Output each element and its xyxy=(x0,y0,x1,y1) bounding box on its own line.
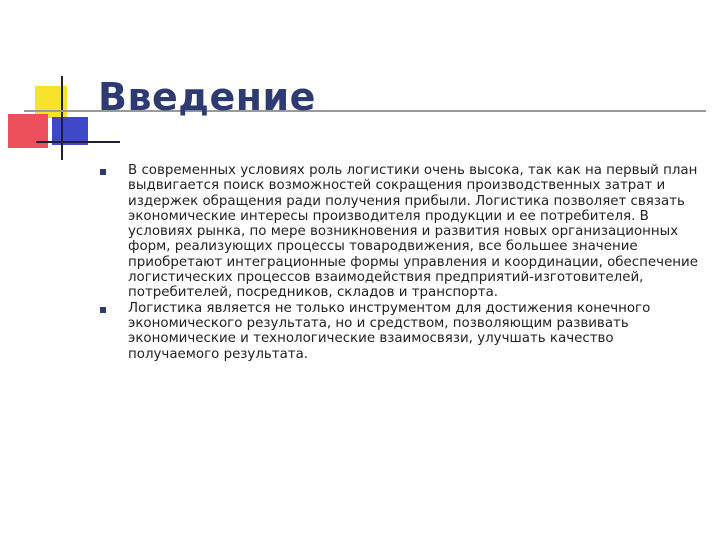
bullet-text: Логистика является не только инструментом для достижения конечного экономического результата, но и средством, позволяющим развивать экономические и технологические взаимосвязи, улучшать качество получаемого результата. xyxy=(128,300,651,362)
bullet-text: В современных условиях роль логистики очень высока, так как на первый план выдвигается поиск возможностей сокращения производственных затрат и издержек обращения ради получения прибыли. Логистика позволяет связать экономические интересы производителя продукции и ее потребителя. В условиях рынка, по мере возникновения и развития новых организационных форм, реализующих процессы товародвижения, все большее значение приобретают интеграционные формы управления и координации, обеспечение логистических процессов взаимодействия предприятий-изготовителей, потребителей, посредников, складов и транспорта. xyxy=(128,163,698,301)
short-horizontal-line-decoration xyxy=(36,141,120,143)
square-bullet-icon xyxy=(100,169,106,175)
bullet-list xyxy=(100,163,705,362)
bullet-item xyxy=(100,163,705,301)
slide-title: Введение xyxy=(98,75,316,119)
vertical-line-decoration xyxy=(61,76,63,160)
square-bullet-icon xyxy=(100,307,106,313)
decorative-logo xyxy=(0,0,110,170)
bullet-item xyxy=(100,301,705,362)
